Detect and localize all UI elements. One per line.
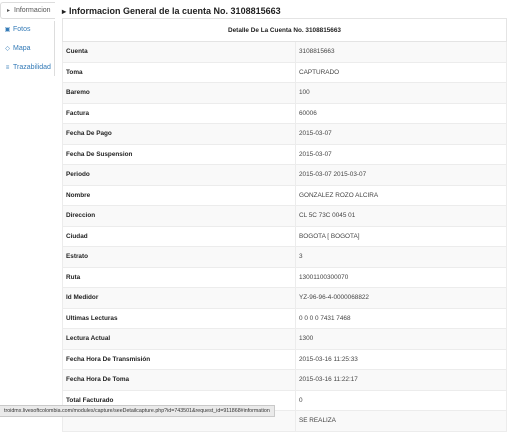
table-row xyxy=(63,42,507,63)
field-label: Fecha Hora De Transmisión xyxy=(63,349,296,370)
sidebar-nav xyxy=(0,0,55,417)
field-value: GONZALEZ ROZO ALCIRA xyxy=(296,185,507,206)
sidebar-item-label: Informacion xyxy=(14,7,51,14)
sidebar-item-label: Mapa xyxy=(13,45,31,52)
field-label: Ruta xyxy=(63,267,296,288)
field-label: Ciudad xyxy=(63,226,296,247)
field-value: YZ-96-96-4-0000068822 xyxy=(296,288,507,309)
field-label: Estrato xyxy=(63,247,296,268)
field-value: 100 xyxy=(296,83,507,104)
field-label: Ultimas Lecturas xyxy=(63,308,296,329)
field-value: CAPTURADO xyxy=(296,62,507,83)
field-value: SE REALIZA xyxy=(296,411,507,432)
table-row xyxy=(63,83,507,104)
sidebar-item-mapa[interactable] xyxy=(0,40,55,57)
field-value: 2015-03-16 11:22:17 xyxy=(296,370,507,391)
map-marker-icon: ◇ xyxy=(5,46,10,52)
field-label: Lectura Actual xyxy=(63,329,296,350)
field-label: Fecha De Suspension xyxy=(63,144,296,165)
field-value: 2015-03-07 2015-03-07 xyxy=(296,165,507,186)
field-label: Periodo xyxy=(63,165,296,186)
table-row xyxy=(63,185,507,206)
field-label: Baremo xyxy=(63,83,296,104)
table-body xyxy=(63,42,507,432)
table-row xyxy=(63,267,507,288)
field-value: 0 0 0 0 7431 7468 xyxy=(296,308,507,329)
field-label: Cuenta xyxy=(63,42,296,63)
field-value: 1300 xyxy=(296,329,507,350)
table-row xyxy=(63,206,507,227)
page-title-text: Informacion General de la cuenta No. 3108815663 xyxy=(69,6,281,16)
sidebar-item-trazabilidad[interactable] xyxy=(0,59,55,76)
field-label: Toma xyxy=(63,62,296,83)
bullhorn-icon: ▸ xyxy=(62,7,67,16)
sidebar-item-label: Fotos xyxy=(13,26,31,33)
browser-status-url: troidmx.livesoftcolombia.com/modules/capture/seeDetailcapture.php?id=743501&request_id=911868#information xyxy=(0,405,275,417)
field-value: BOGOTA [ BOGOTA] xyxy=(296,226,507,247)
account-detail-table xyxy=(62,18,507,432)
field-value: CL 5C 73C 0045 01 xyxy=(296,206,507,227)
field-label: Id Medidor xyxy=(63,288,296,309)
field-value: 2015-03-07 xyxy=(296,144,507,165)
field-value: 3108815663 xyxy=(296,42,507,63)
table-row xyxy=(63,288,507,309)
sidebar-item-label: Trazabilidad xyxy=(13,64,51,71)
list-icon: ≡ xyxy=(5,64,10,71)
table-row xyxy=(63,124,507,145)
field-value: 3 xyxy=(296,247,507,268)
sidebar-item-fotos[interactable] xyxy=(0,21,55,38)
table-row xyxy=(63,103,507,124)
field-label: Fecha De Pago xyxy=(63,124,296,145)
table-row xyxy=(63,165,507,186)
table-row xyxy=(63,144,507,165)
table-row xyxy=(63,62,507,83)
page-title xyxy=(62,6,281,16)
field-value: 0 xyxy=(296,390,507,411)
table-row xyxy=(63,308,507,329)
table-caption: Detalle De La Cuenta No. 3108815663 xyxy=(63,19,507,42)
field-value: 2015-03-16 11:25:33 xyxy=(296,349,507,370)
sidebar-item-informacion[interactable] xyxy=(0,2,55,19)
table-row xyxy=(63,329,507,350)
field-value: 60006 xyxy=(296,103,507,124)
table-row xyxy=(63,247,507,268)
table-row xyxy=(63,370,507,391)
field-label: Fecha Hora De Toma xyxy=(63,370,296,391)
bullhorn-icon: ▸ xyxy=(6,8,10,14)
field-label: Factura xyxy=(63,103,296,124)
field-label: Nombre xyxy=(63,185,296,206)
table-row xyxy=(63,226,507,247)
field-value: 13001100300070 xyxy=(296,267,507,288)
tabs-divider xyxy=(54,21,55,76)
image-icon: ▣ xyxy=(4,27,11,33)
field-label: Direccion xyxy=(63,206,296,227)
table-row xyxy=(63,349,507,370)
field-value: 2015-03-07 xyxy=(296,124,507,145)
field-label: Total Facturado xyxy=(63,390,296,411)
